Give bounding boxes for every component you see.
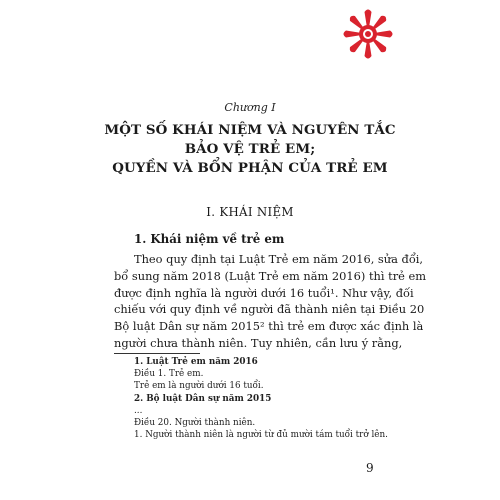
paragraph-line: Bộ luật Dân sự năm 2015² thì trẻ em được xác định là <box>114 319 424 334</box>
chapter-title <box>100 121 400 178</box>
footnote-line: 2. Bộ luật Dân sự năm 2015 <box>134 393 272 404</box>
chapter-title-line: BẢO VỆ TRẺ EM; <box>184 141 316 157</box>
footnote-line: Điều 1. Trẻ em. <box>134 369 204 380</box>
footnote-line: 1. Luật Trẻ em năm 2016 <box>134 357 258 367</box>
page-number: 9 <box>366 461 374 475</box>
footnote-line: 1. Người thành niên là người từ đủ mười tám tuổi trở lên. <box>134 430 388 441</box>
paragraph-line: người chưa thành niên. Tuy nhiên, cần lưu ý rằng, <box>114 335 403 350</box>
red-star-emblem-icon <box>340 6 396 62</box>
chapter-title-line: QUYỀN VÀ BỔN PHẬN CỦA TRẺ EM <box>112 160 388 176</box>
footnotes <box>134 356 388 441</box>
subsection-heading: 1. Khái niệm về trẻ em <box>134 232 285 246</box>
paragraph-line: Theo quy định tại Luật Trẻ em năm 2016, sửa đổi, <box>134 252 424 266</box>
body-paragraph <box>114 251 427 352</box>
footnote-line: Điều 20. Người thành niên. <box>134 418 256 429</box>
chapter-label: Chương I <box>224 101 276 114</box>
footnote-line: ... <box>134 405 143 416</box>
chapter-title-line: MỘT SỐ KHÁI NIỆM VÀ NGUYÊN TẮC <box>104 122 396 138</box>
paragraph-line: được định nghĩa là người dưới 16 tuổi¹. Như vậy, đối <box>114 285 414 300</box>
footnote-divider <box>114 353 200 354</box>
paragraph-line: bổ sung năm 2018 (Luật Trẻ em năm 2016) thì trẻ em <box>114 268 427 283</box>
section-heading: I. KHÁI NIỆM <box>206 205 294 219</box>
footnote-line: Trẻ em là người dưới 16 tuổi. <box>134 381 264 392</box>
paragraph-line: chiếu với quy định về người đã thành niên tại Điều 20 <box>114 302 425 317</box>
